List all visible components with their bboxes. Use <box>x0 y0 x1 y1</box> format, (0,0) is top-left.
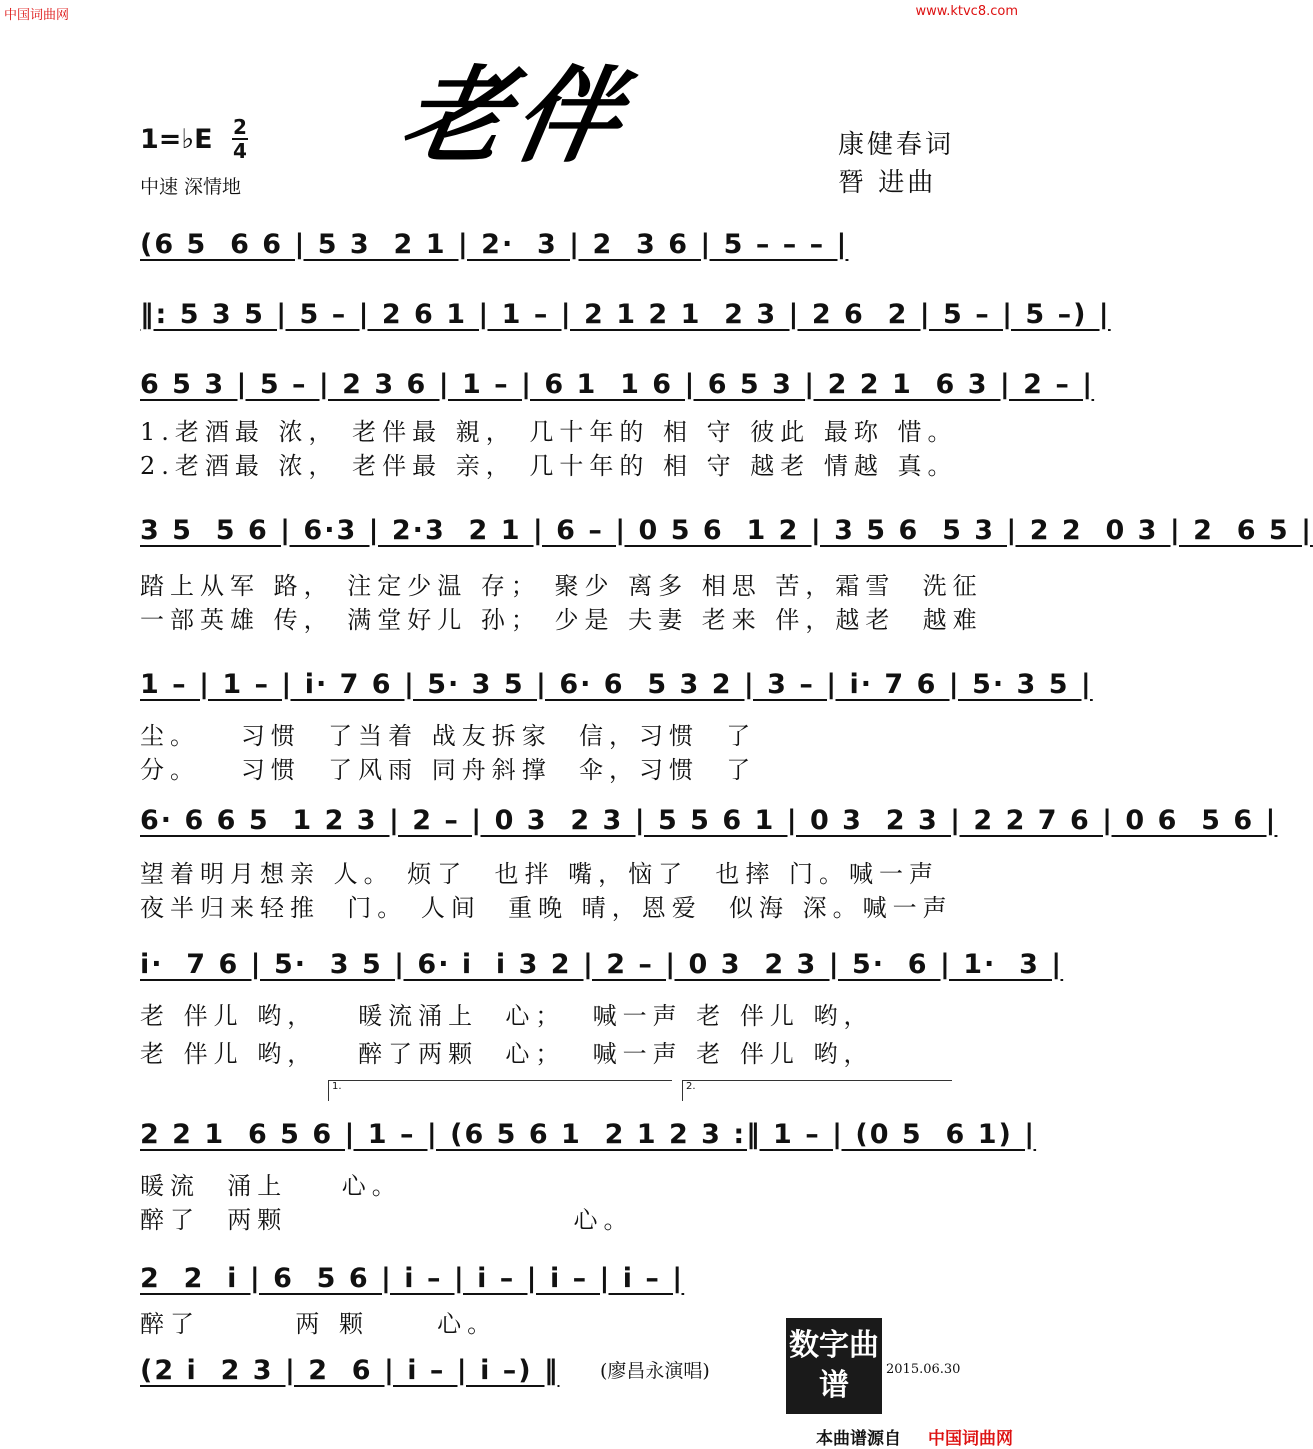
composer-credit: 朁 进曲 <box>838 168 937 198</box>
notation-text: 6· 6 6 5 1 2 3 | 2 – | 0 3 2 3 | 5 5 6 1 | 0 3 2 3 | 2 2 7 6 | 0 6 5 6 | <box>140 804 1278 836</box>
seal-stamp <box>786 1318 882 1414</box>
notation-text: i· 7 6 | 5· 3 5 | 6· i i 3 2 | 2 – | 0 3 2 3 | 5· 6 | 1· 3 | <box>140 948 1064 980</box>
watermark-left: 中国词曲网 <box>4 8 70 23</box>
time-top: 2 <box>233 115 247 139</box>
volta-first: 1. <box>328 1080 672 1101</box>
notation-text: 2 2 1 6 5 6 | 1 – | (6 5 6 1 2 1 2 3 :‖ 1 – | (0 5 6 1) | <box>140 1118 1037 1150</box>
notation-row-2 <box>140 292 1111 336</box>
notation-row-8 <box>140 1112 1037 1156</box>
lyric-line: 老 伴儿 哟， 暖流涌上 心； 喊一声 老 伴儿 哟， <box>140 1002 874 1030</box>
volta-second: 2. <box>682 1080 952 1101</box>
notation-text: 1 – | 1 – | i· 7 6 | 5· 3 5 | 6· 6 5 3 2 | 3 – | i· 7 6 | 5· 3 5 | <box>140 668 1093 700</box>
key-signature: 1=♭E <box>140 124 213 155</box>
lyric-line: 踏上从军 路， 注定少温 存； 聚少 离多 相思 苦，霜雪 洗征 <box>140 572 983 600</box>
notation-row-9 <box>140 1256 960 1300</box>
lyric-line: 一部英雄 传， 满堂好儿 孙； 少是 夫妻 老来 伴，越老 越难 <box>140 606 983 634</box>
notation-row-3 <box>140 362 1095 406</box>
lyric-line: 望着明月想亲 人。 烦了 也拌 嘴，恼了 也摔 门。喊一声 <box>140 860 940 888</box>
notation-text: 6 5 3 | 5 – | 2 3 6 | 1 – | 6 1 1 6 | 6 5 3 | 2 2 1 6 3 | 2 – | <box>140 368 1095 400</box>
notation-text: (2 i 2 3 | 2 6 | i – | i –) ‖ <box>140 1354 560 1386</box>
lyric-line: 暖流 涌上 心。 <box>140 1172 402 1200</box>
lyric-line: 醉了 两 颗 心。 <box>140 1310 498 1338</box>
lyricist-credit: 康健春词 <box>838 130 955 160</box>
lyric-line: 尘。 习惯 了当着 战友拆家 信，习惯 了 <box>140 722 757 750</box>
date: 2015.06.30 <box>886 1362 961 1377</box>
notation-text: (6 5 6 6 | 5 3 2 1 | 2· 3 | 2 3 6 | 5 – – – | <box>140 228 849 260</box>
lyric-line: 醉了 两颗 心。 <box>140 1206 634 1234</box>
notation-row-6 <box>140 798 1278 842</box>
notation-row-5 <box>140 662 1093 706</box>
performer-credit: (廖昌永演唱) <box>600 1360 710 1382</box>
lyric-line: 夜半归来轻推 门。 人间 重晚 晴，恩爱 似海 深。喊一声 <box>140 894 953 922</box>
lyric-line: 1.老酒最 浓， 老伴最 親， 几十年的 相 守 彼此 最珎 惜。 <box>140 418 958 446</box>
time-bottom: 4 <box>233 139 247 163</box>
tempo-marking: 中速 深情地 <box>140 176 242 198</box>
notation-row-1 <box>140 222 960 266</box>
notation-text: 2 2 i | 6 5 6 | i – | i – | i – | i – | <box>140 1262 685 1294</box>
seal-stamp-text: 数字曲谱 <box>789 1328 879 1403</box>
notation-text: ‖: 5 3 5 | 5 – | 2 6 1 | 1 – | 2 1 2 1 2 3 | 2 6 2 | 5 – | 5 –) | <box>140 298 1111 330</box>
notation-row-4 <box>140 508 1313 552</box>
watermark-right: www.ktvc8.com <box>915 4 1018 19</box>
lyric-line: 2.老酒最 浓， 老伴最 亲， 几十年的 相 守 越老 情越 真。 <box>140 452 958 480</box>
footer-site: 中国词曲网 <box>928 1429 1013 1449</box>
song-title: 老伴 <box>392 54 639 177</box>
lyric-line: 分。 习惯 了风雨 同舟斜撑 伞，习惯 了 <box>140 756 757 784</box>
time-signature <box>232 116 248 162</box>
footer-prefix: 本曲谱源自 <box>816 1429 901 1449</box>
notation-text: 3 5 5 6 | 6·3 | 2·3 2 1 | 6 – | 0 5 6 1 2 | 3 5 6 5 3 | 2 2 0 3 | 2 6 5 | <box>140 514 1313 546</box>
lyric-line: 老 伴儿 哟， 醉了两颗 心； 喊一声 老 伴儿 哟， <box>140 1040 874 1068</box>
notation-row-10 <box>140 1348 590 1392</box>
notation-row-7 <box>140 942 1064 986</box>
